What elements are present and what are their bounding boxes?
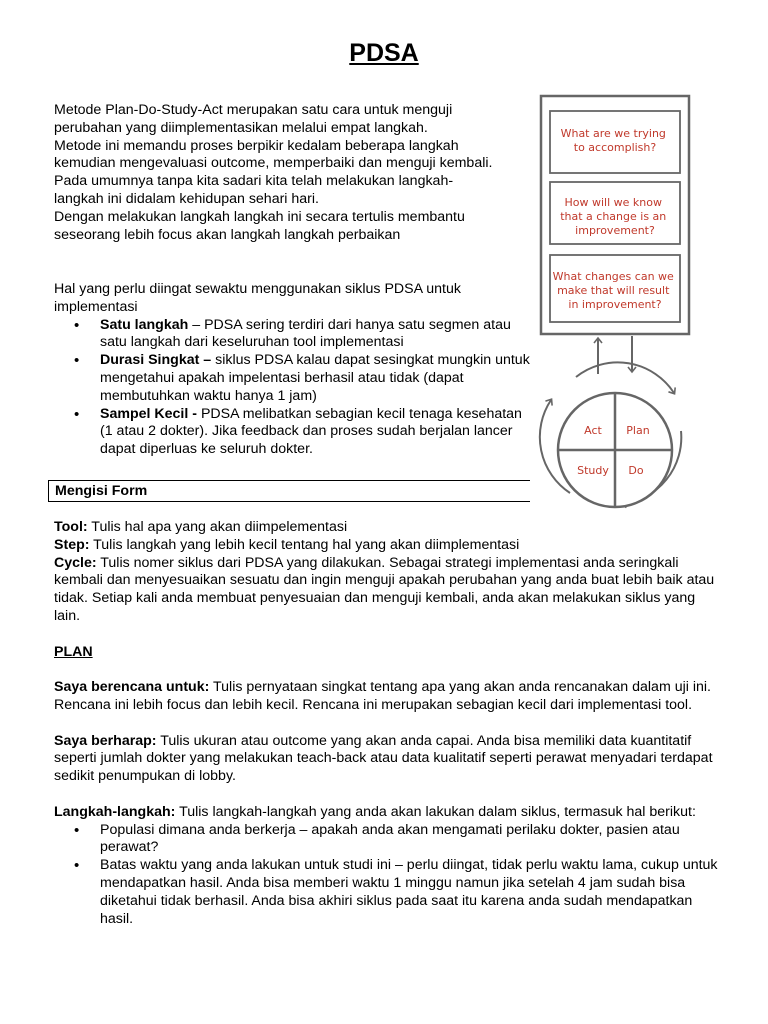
intro-line: Metode Plan-Do-Study-Act merupakan satu cara untuk menguji: [54, 102, 453, 118]
bullet-term: Satu langkah: [100, 316, 189, 333]
list-item: [54, 352, 534, 405]
bullet-term: Sampel Kecil -: [100, 405, 197, 422]
wheel-plan: Plan: [626, 424, 650, 437]
intro-line: Pada umumnya tanpa kita sadari kita telah melakukan langkah-: [54, 173, 454, 190]
expect-paragraph: [54, 733, 718, 786]
form-section-header: Mengisi Form: [48, 480, 530, 502]
plan-heading: PLAN: [54, 643, 93, 660]
step-label: Step:: [54, 536, 90, 553]
intro-line: Metode ini memandu proses berpikir kedalam beberapa langkah: [54, 137, 459, 154]
wheel-act: Act: [584, 424, 602, 437]
expect-label: Saya berharap:: [54, 732, 157, 749]
steps-text: Tulis langkah-langkah yang anda akan lakukan dalam siklus, termasuk hal berikut:: [175, 803, 696, 820]
page-title: PDSA: [349, 39, 419, 67]
question-change: What changes can we make that will result in improvement?: [552, 270, 674, 311]
steps-label: Langkah-langkah:: [54, 803, 176, 820]
step-paragraph: [54, 537, 718, 555]
cycle-arrow-icon: [576, 362, 674, 393]
bullet-text: PDSA melibatkan sebagian kecil tenaga kesehatan (1 atau 2 dokter). Jika feedback dan proses sudah berjalan lancer dapat diperluas ke seluruh dokter.: [100, 405, 522, 458]
question-aim: What are we trying to accomplish?: [560, 127, 666, 154]
reminder-intro: Hal yang perlu diingat sewaktu menggunakan siklus PDSA untuk implementasi: [54, 281, 461, 315]
bullet-text: siklus PDSA kalau dapat sesingkat mungkin untuk mengetahui apakah impelentasi berhasil atau tidak (dapat membutuhkan waktu hanya 1 jam): [100, 352, 530, 404]
expect-text: Tulis ukuran atau outcome yang akan anda capai. Anda bisa memiliki data kuantitatif seperti jumlah dokter yang melakukan teach-back atau data kualitatif seperti perawat menyadari terdapat sedikit penumpukan di lobby.: [54, 732, 713, 785]
plan-paragraph: [54, 679, 718, 715]
intro-line: kemudian mengevaluasi outcome, memperbaiki dan menguji kembali.: [54, 155, 493, 172]
cycle-paragraph: [54, 555, 718, 626]
list-item: • Batas waktu yang anda lakukan untuk studi ini – perlu diingat, tidak perlu waktu lama, cukup untuk mendapatkan hasil. Anda bisa memberi waktu 1 minggu namun jika setelah 4 jam sudah bisa diketahui tidak berhasil. Anda bisa akhiri siklus pada saat itu karena anda sudah mendapatkan hasil.: [54, 857, 718, 928]
plan-text: Tulis pernyataan singkat tentang apa yang akan anda rencanakan dalam uji ini. Rencana ini lebih focus dan lebih kecil. Rencana ini merupakan sebagian kecil dari implementasi tool.: [54, 679, 711, 713]
list-item: • Populasi dimana anda berkerja – apakah anda akan mengamati perilaku dokter, pasien atau perawat?: [54, 822, 718, 858]
tool-text: Tulis hal apa yang akan diimpelementasi: [87, 519, 348, 535]
form-instructions: [54, 519, 718, 928]
intro-line: perubahan yang diimplementasikan melalui empat langkah.: [54, 119, 428, 136]
plan-label: Saya berencana untuk:: [54, 679, 210, 696]
wheel-study: Study: [577, 464, 609, 477]
reminder-list: [54, 317, 534, 459]
cycle-text: Tulis nomer siklus dari PDSA yang dilakukan. Sebagai strategi implementasi anda seringkali kembali dan menyesuaikan sesuatu dan ingin menguji apakah perubahan yang anda buat lebih baik atau tidak. Setiap kali anda membuat penyesuaian dan menguji kembali, anda akan melakukan siklus yang lain.: [54, 554, 715, 624]
intro-section: [54, 102, 534, 244]
bullet-text: – PDSA sering terdiri dari hanya satu segmen atau satu langkah dari keseluruhan tool implementasi: [100, 316, 511, 351]
question-measure: How will we know that a change is an improvement?: [560, 196, 667, 237]
pdsa-model-diagram: [526, 92, 702, 532]
reminder-section: [54, 281, 534, 459]
intro-line: langkah ini didalam kehidupan sehari hari.: [54, 190, 320, 207]
intro-line: Dengan melakukan langkah langkah ini secara tertulis membantu: [54, 208, 465, 225]
list-item: [54, 317, 534, 353]
tool-label: Tool:: [54, 519, 88, 535]
intro-line: seseorang lebih focus akan langkah langkah perbaikan: [54, 226, 401, 243]
list-item: [54, 406, 534, 459]
steps-paragraph: [54, 804, 718, 822]
steps-list: [54, 822, 718, 929]
step-text: Tulis langkah yang lebih kecil tentang hal yang akan diimplementasi: [89, 536, 520, 553]
wheel-do: Do: [628, 464, 644, 477]
bullet-term: Durasi Singkat –: [100, 352, 212, 369]
cycle-label: Cycle:: [54, 554, 97, 571]
